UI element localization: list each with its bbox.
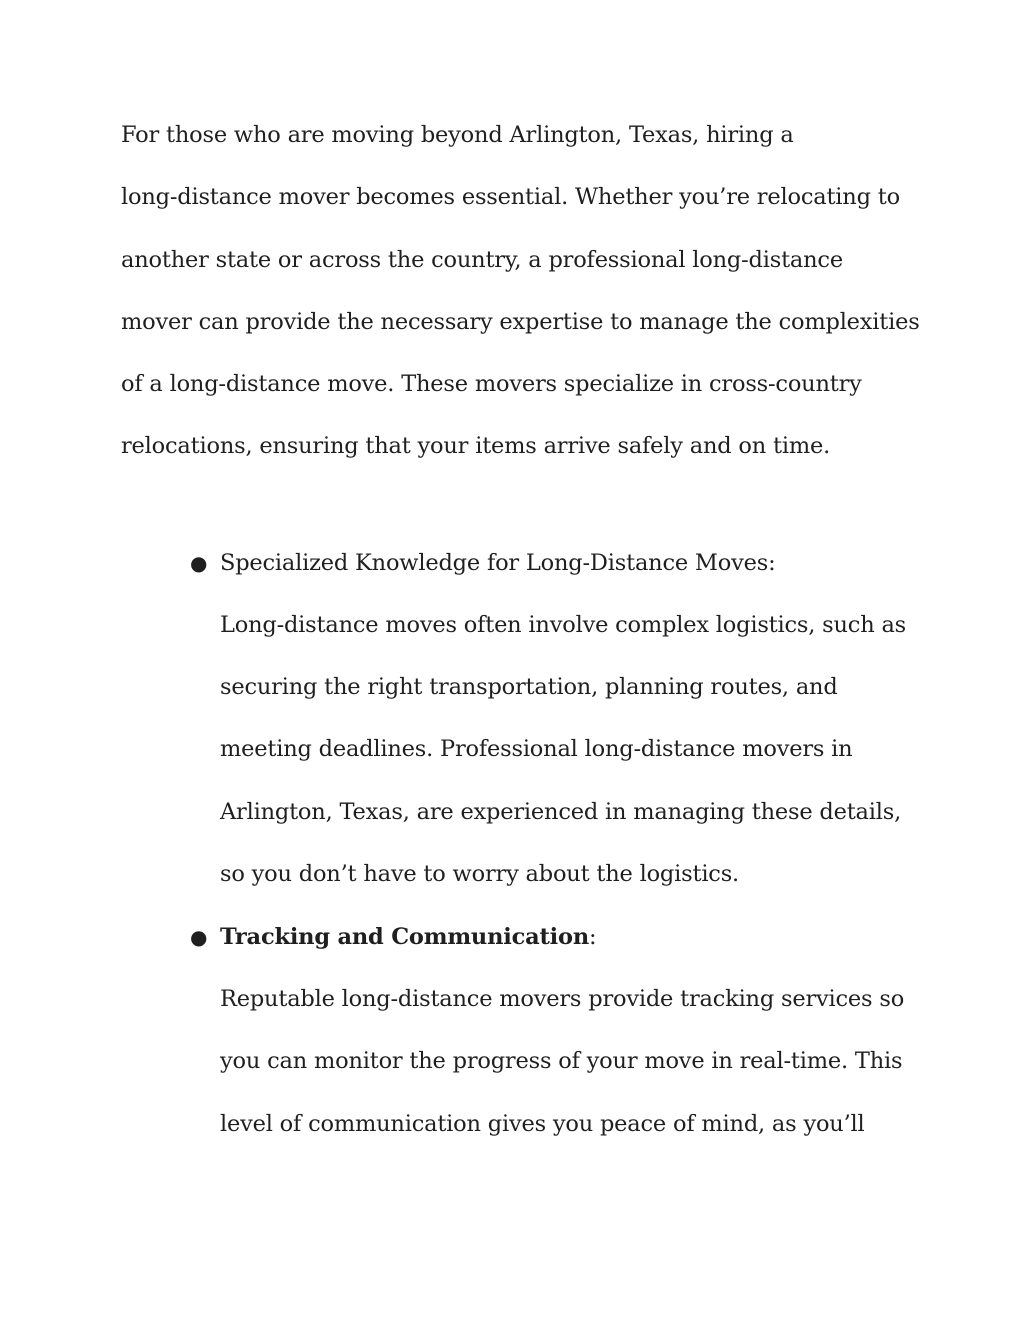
list-item-heading-bold: Tracking and Communication bbox=[220, 924, 589, 950]
list-item-heading-suffix: : bbox=[588, 924, 597, 950]
bullet-icon: ● bbox=[190, 551, 208, 575]
intro-line: another state or across the country, a professional long-distance bbox=[121, 247, 843, 273]
list-item-body-line: meeting deadlines. Professional long-distance movers in bbox=[220, 736, 853, 762]
list-item-body-line: securing the right transportation, planning routes, and bbox=[220, 674, 838, 700]
intro-line: For those who are moving beyond Arlington, Texas, hiring a bbox=[121, 122, 794, 148]
list-item-body-line: so you don’t have to worry about the logistics. bbox=[220, 861, 740, 887]
list-item-body-line: Arlington, Texas, are experienced in managing these details, bbox=[220, 799, 902, 825]
list-item-body-line: Reputable long-distance movers provide tracking services so bbox=[220, 986, 905, 1012]
intro-line: of a long-distance move. These movers specialize in cross-country bbox=[121, 371, 862, 397]
list-item-heading bbox=[220, 922, 596, 952]
intro-line: relocations, ensuring that your items arrive safely and on time. bbox=[121, 433, 831, 459]
intro-line: long-distance mover becomes essential. Whether you’re relocating to bbox=[121, 184, 900, 210]
list-item-body-line: Long-distance moves often involve complex logistics, such as bbox=[220, 612, 907, 638]
list-item-heading: Specialized Knowledge for Long-Distance Moves: bbox=[220, 550, 776, 576]
intro-line: mover can provide the necessary expertise to manage the complexities bbox=[121, 309, 920, 335]
list-item-body-line: you can monitor the progress of your move in real-time. This bbox=[220, 1048, 903, 1074]
bullet-icon: ● bbox=[190, 925, 208, 949]
list-item-body-line: level of communication gives you peace of mind, as you’ll bbox=[220, 1111, 865, 1137]
